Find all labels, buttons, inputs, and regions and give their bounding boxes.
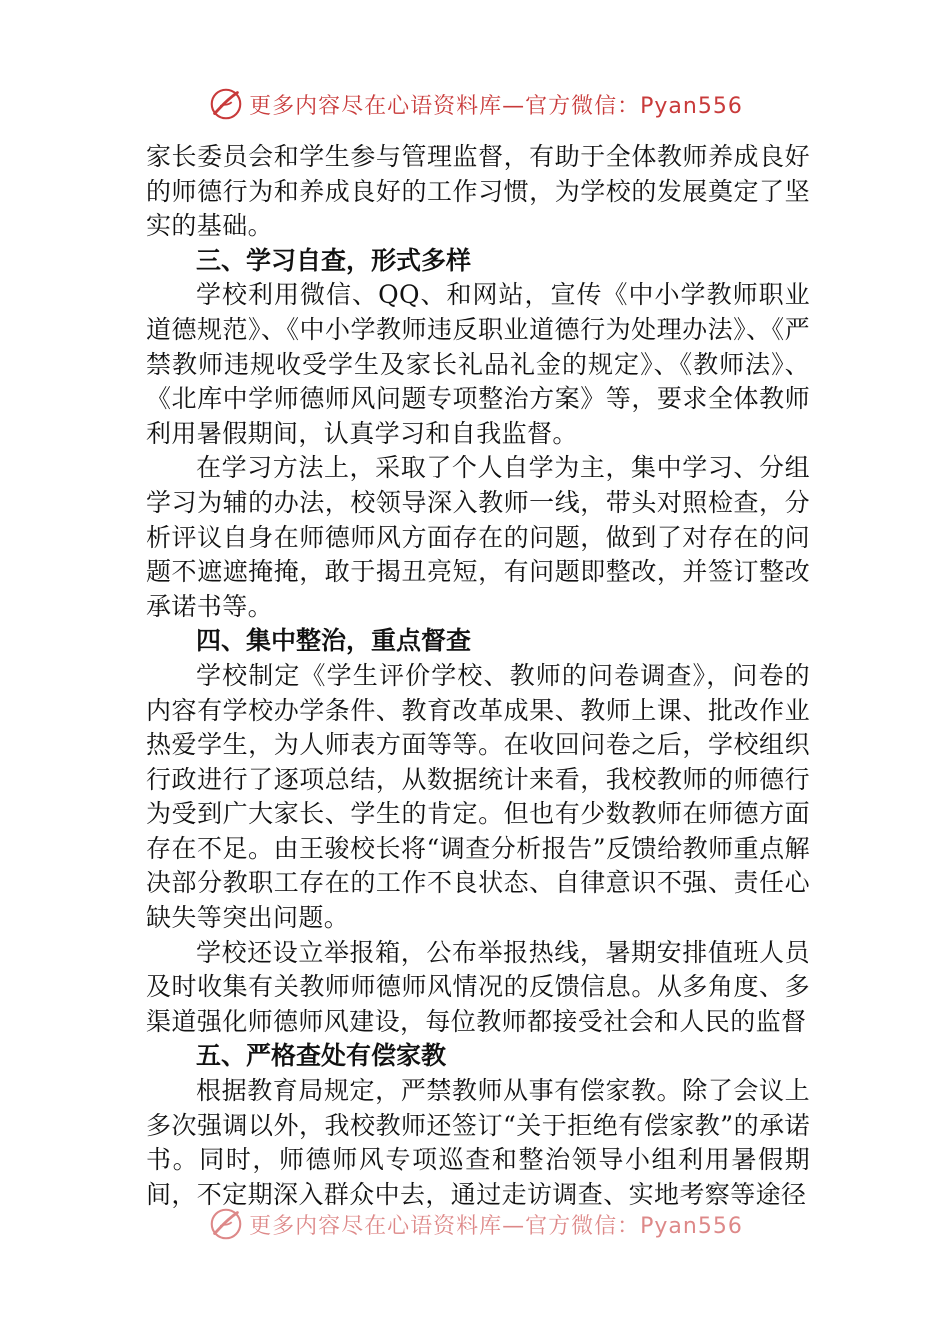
watermark-footer	[0, 1204, 950, 1244]
paragraph-continuation: 家长委员会和学生参与管理监督，有助于全体教师养成良好的师德行为和养成良好的工作习惯，为学校的发展奠定了坚实的基础。	[146, 142, 810, 241]
watermark-header-text: 更多内容尽在心语资料库—官方微信：Pyan556	[249, 93, 743, 119]
paragraph-questionnaire: 学校制定《学生评价学校、教师的问卷调查》，问卷的内容有学校办学条件、教育改革成果、教师上课、批改作业热爱学生，为人师表方面等等。在收回问卷之后，学校组织行政进行了逐项总结，从数据统计来看，我校教师的师德行为受到广大家长、学生的肯定。但也有少数教师在师德方面存在不足。由王骏校长将“调查分析报告”反馈给教师重点解决部分教职工存在的工作不良状态、自律意识不强、责任心缺失等突出问题。	[146, 660, 810, 933]
paragraph-study-channels: 学校利用微信、QQ、和网站，宣传《中小学教师职业道德规范》、《中小学教师违反职业道德行为处理办法》、《严禁教师违规收受学生及家长礼品礼金的规定》、《教师法》、《北库中学师德师风问题专项整治方案》等，要求全体教师利用暑假期间，认真学习和自我监督。	[146, 280, 810, 448]
section-heading-4: 四、集中整治，重点督查	[196, 626, 472, 656]
paragraph-paid-tutoring: 根据教育局规定，严禁教师从事有偿家教。除了会议上多次强调以外，我校教师还签订“关于拒绝有偿家教”的承诺书。同时，师德师风专项巡查和整治领导小组利用暑假期间，不定期深入群众中去，通过走访调查、实地考察等途径	[146, 1076, 810, 1209]
section-heading-5: 五、严格查处有偿家教	[196, 1041, 447, 1071]
brush-logo-icon	[207, 85, 245, 123]
paragraph-study-methods: 在学习方法上，采取了个人自学为主，集中学习、分组学习为辅的办法，校领导深入教师一线，带头对照检查，分析评议自身在师德师风方面存在的问题，做到了对存在的问题不遮遮掩掩，敢于揭丑亮短，有问题即整改，并签订整改承诺书等。	[146, 453, 810, 621]
watermark-header	[0, 84, 950, 124]
brush-logo-icon	[207, 1205, 245, 1243]
paragraph-report-box: 学校还设立举报箱，公布举报热线，暑期安排值班人员及时收集有关教师师德师风情况的反馈信息。从多角度、多渠道强化师德师风建设，每位教师都接受社会和人民的监督	[146, 937, 810, 1036]
document-body	[146, 140, 810, 1212]
section-heading-3: 三、学习自查，形式多样	[196, 245, 472, 275]
watermark-footer-text: 更多内容尽在心语资料库—官方微信：Pyan556	[249, 1213, 743, 1239]
